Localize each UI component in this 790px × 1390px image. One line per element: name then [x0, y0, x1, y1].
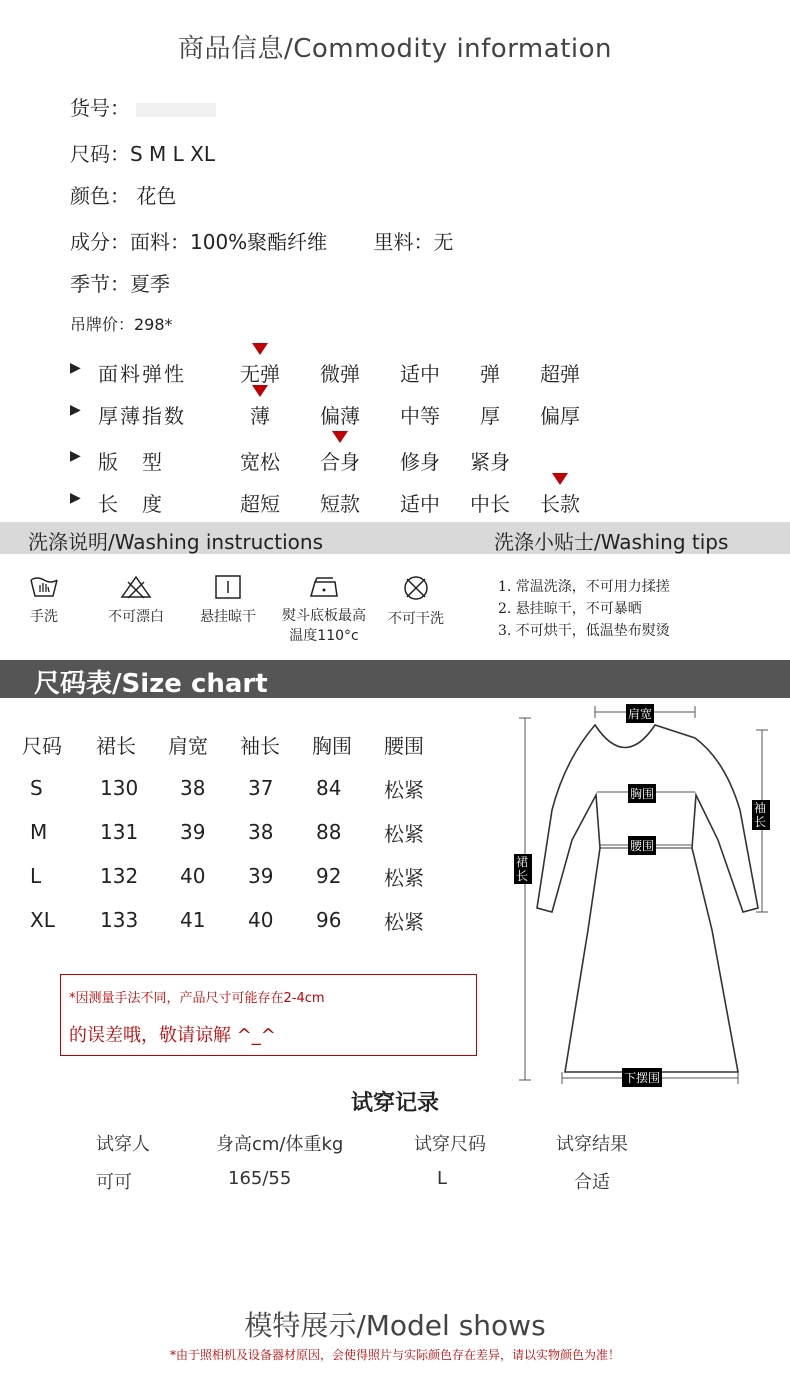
no-bleach-label: 不可漂白 [108, 609, 164, 625]
size-chart-title: 尺码表/Size chart [34, 669, 268, 699]
table-cell: 132 [100, 864, 139, 888]
try-on-title: 试穿记录 [350, 1091, 439, 1116]
washing-instructions-title: 洗涤说明/Washing instructions [28, 530, 323, 554]
attribute-option: 无弹 [240, 362, 280, 386]
table-row [22, 810, 456, 854]
try-on-header: 试穿尺码 [414, 1134, 486, 1155]
selected-marker-icon [552, 473, 568, 485]
table-row [22, 766, 456, 810]
washing-bar [0, 522, 790, 554]
attribute-option: 超弹 [540, 362, 580, 386]
table-row [22, 854, 456, 898]
attribute-label: 面料弹性 [98, 362, 186, 386]
note-line-2: 的误差哦，敬请谅解 ^_^ [69, 1025, 276, 1046]
try-on-header: 试穿结果 [556, 1134, 628, 1155]
try-on-header: 身高cm/体重kg [216, 1134, 344, 1155]
attribute-option: 紧身 [470, 450, 510, 474]
selected-marker-icon [332, 431, 348, 443]
size-table [22, 722, 456, 942]
table-cell: 40 [248, 908, 274, 932]
selected-marker-icon [252, 343, 268, 355]
attribute-label: 厚薄指数 [98, 404, 186, 428]
hand-wash-icon [29, 574, 59, 600]
hand-wash [12, 574, 76, 626]
season-label: 季节： [70, 272, 130, 296]
no-dry-clean-icon [402, 574, 430, 602]
length-label: 裙长 [514, 854, 532, 884]
attribute-label: 版 型 [98, 450, 164, 474]
table-cell: 131 [100, 820, 139, 844]
bullet-icon: ▶ [70, 490, 81, 506]
attribute-option: 微弹 [320, 362, 360, 386]
table-cell: 松紧 [384, 865, 424, 890]
table-cell: 88 [316, 820, 342, 844]
fabric-value: 面料：100%聚酯纤维 [130, 230, 328, 254]
size-value: S M L XL [130, 142, 216, 166]
bullet-icon: ▶ [70, 360, 81, 376]
no-dry-clean [380, 574, 452, 628]
attribute-option: 长款 [540, 492, 580, 516]
dress-diagram [500, 700, 790, 1090]
chest-label: 胸围 [628, 784, 656, 803]
header-cell: 胸围 [312, 733, 352, 758]
page-title: 商品信息/Commodity information [177, 34, 612, 64]
shoulder-label: 肩宽 [626, 704, 654, 723]
try-on-value: L [437, 1168, 448, 1189]
attribute-option: 偏薄 [320, 404, 360, 428]
season-row [70, 268, 170, 297]
color-disclaimer: *由于照相机及设备器材原因，会使得照片与实际颜色存在差异，请以实物颜色为准！ [169, 1348, 620, 1362]
attribute-option: 薄 [250, 404, 270, 428]
hang-dry-icon [214, 574, 242, 600]
size-label: 尺码： [70, 142, 130, 166]
hand-wash-label: 手洗 [30, 609, 58, 625]
try-on-value: 合适 [574, 1172, 610, 1193]
washing-tip: 2. 悬挂晾干，不可暴晒 [498, 601, 642, 617]
note-line-1: *因测量手法不同，产品尺寸可能存在2-4cm [69, 991, 325, 1006]
attribute-option: 中长 [470, 492, 510, 516]
attribute-option: 弹 [480, 362, 500, 386]
attribute-option: 短款 [320, 492, 360, 516]
lining-value: 里料：无 [373, 230, 454, 254]
table-cell: 130 [100, 776, 139, 800]
table-cell: 41 [180, 908, 206, 932]
attribute-option: 合身 [320, 450, 360, 474]
attribute-option: 宽松 [240, 450, 280, 474]
table-cell: 38 [248, 820, 274, 844]
no-bleach-icon [120, 574, 152, 600]
try-on-header: 试穿人 [96, 1134, 150, 1155]
color-label: 颜色： [70, 184, 130, 208]
hem-label: 下摆围 [622, 1068, 662, 1087]
waist-label: 腰围 [628, 836, 656, 855]
header-cell: 裙长 [96, 733, 136, 758]
header-cell: 尺码 [22, 733, 62, 758]
color-row [70, 180, 176, 209]
washing-tip: 1. 常温洗涤，不可用力揉搓 [498, 579, 670, 595]
table-cell: L [30, 864, 42, 888]
header-cell: 肩宽 [168, 733, 208, 758]
size-row [70, 138, 215, 167]
attribute-row [70, 400, 690, 430]
table-cell: 松紧 [384, 821, 424, 846]
iron-icon [307, 574, 341, 600]
model-shows-title: 模特展示/Model shows [244, 1309, 546, 1342]
table-cell: 84 [316, 776, 342, 800]
selected-marker-icon [252, 385, 268, 397]
header-cell: 腰围 [384, 733, 424, 758]
hang-dry [190, 574, 266, 626]
hang-dry-label: 悬挂晾干 [200, 609, 256, 625]
table-cell: 39 [248, 864, 274, 888]
iron-label: 熨斗底板最高 温度110°c [282, 608, 366, 644]
washing-tips-title: 洗涤小贴士/Washing tips [494, 530, 729, 554]
composition-label: 成分： [70, 230, 130, 254]
composition-row [70, 226, 454, 255]
no-dry-clean-label: 不可干洗 [388, 611, 444, 627]
try-on-value: 165/55 [228, 1168, 292, 1189]
attribute-option: 中等 [400, 404, 440, 428]
attribute-row [70, 358, 690, 388]
table-cell: 松紧 [384, 909, 424, 934]
table-cell: 40 [180, 864, 206, 888]
item-no-row [70, 92, 216, 121]
table-cell: 96 [316, 908, 342, 932]
table-row [22, 898, 456, 942]
sleeve-label: 袖长 [752, 800, 770, 830]
table-cell: 38 [180, 776, 206, 800]
bullet-icon: ▶ [70, 402, 81, 418]
table-cell: S [30, 776, 43, 800]
table-cell: 37 [248, 776, 274, 800]
table-cell: 92 [316, 864, 342, 888]
season-value: 夏季 [130, 272, 170, 296]
measurement-note [60, 974, 477, 1056]
color-value: 花色 [136, 184, 177, 208]
size-table-header [22, 722, 456, 766]
attribute-option: 修身 [400, 450, 440, 474]
attribute-option: 超短 [240, 492, 280, 516]
price-tag: 吊牌价：298* [70, 315, 173, 334]
table-cell: 39 [180, 820, 206, 844]
washing-tip: 3. 不可烘干，低温垫布熨烫 [498, 623, 670, 639]
attribute-option: 厚 [480, 404, 500, 428]
attribute-label: 长 度 [98, 492, 164, 516]
table-cell: 松紧 [384, 777, 424, 802]
size-chart-bar [0, 660, 790, 698]
item-no-blur [136, 103, 216, 117]
item-no-label: 货号： [70, 96, 130, 120]
no-bleach [100, 574, 172, 626]
attribute-option: 适中 [400, 362, 440, 386]
attribute-option: 偏厚 [540, 404, 580, 428]
header-cell: 袖长 [240, 733, 280, 758]
attribute-option: 适中 [400, 492, 440, 516]
iron [272, 574, 376, 646]
table-cell: 133 [100, 908, 139, 932]
attribute-row [70, 488, 690, 518]
table-cell: XL [30, 908, 55, 932]
bullet-icon: ▶ [70, 448, 81, 464]
attribute-row [70, 446, 690, 476]
table-cell: M [30, 820, 48, 844]
try-on-value: 可可 [96, 1172, 132, 1193]
